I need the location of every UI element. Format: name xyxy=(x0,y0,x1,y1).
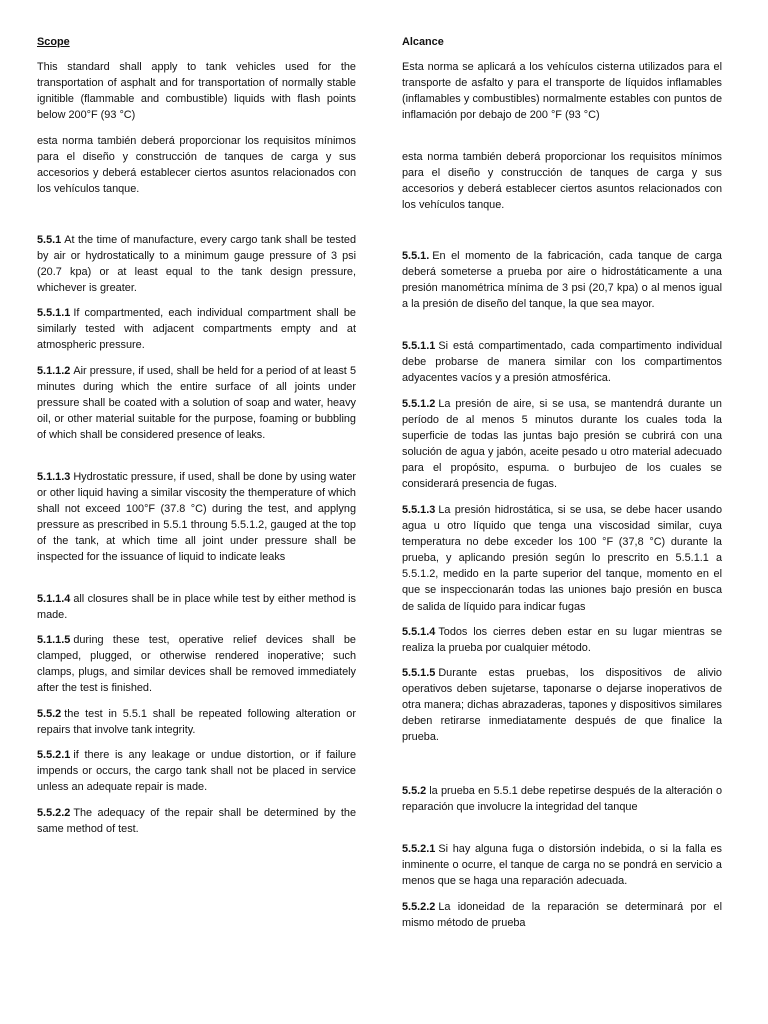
section-number: 5.5.2.1 xyxy=(37,749,71,761)
section-number: 5.5.1.1 xyxy=(402,340,436,352)
section-text: Si hay alguna fuga o distorsión indebida, o si la falla es inminente o ocurre, el tanque de carga no se pondrá en servicio a menos que se haga una reparación adecuada. xyxy=(402,843,722,888)
section-number: 5.5.2.1 xyxy=(402,843,436,855)
section-text: La presión de aire, si se usa, se mantendrá durante un período de al menos 5 minutos durante los cuales toda la superficie de todas las juntas bajo presión se cubrirá con una solución de agua y jabón, aceite pesado u otro material adecuado para el propósito, espuma. o burbujeo de los cuales se considerará presencia de fugas. xyxy=(402,398,722,491)
seccion-5-5-1-5 xyxy=(402,665,722,745)
section-text: Durante estas pruebas, los dispositivos de alivio operativos deben sujetarse, taponarse o dejarse inoperativos de otra manera; dichas abrazaderas, tapones y dispositivos similares deben retirarse inmediatamente después de que finalice la prueba. xyxy=(402,667,722,744)
section-text: At the time of manufacture, every cargo tank shall be tested by air or hydrostatically to a minimum gauge pressure of 3 psi (20.7 kpa) or at least equal to the tank design pressure, whichever is greater. xyxy=(37,234,356,295)
section-text: the test in 5.5.1 shall be repeated following alteration or repairs that involve tank integrity. xyxy=(37,708,356,737)
section-text: Todos los cierres deben estar en su lugar mientras se realiza la prueba por cualquier método. xyxy=(402,626,722,655)
section-number: 5.1.1.3 xyxy=(37,471,71,483)
section-text: la prueba en 5.5.1 debe repetirse después de la alteración o reparación que involucre la integridad del tanque xyxy=(402,785,722,814)
section-number: 5.5.1.3 xyxy=(402,504,436,516)
section-text: Si está compartimentado, cada compartimento individual debe probarse de manera similar con los compartimentos adyacentes vacíos y a presión atmosférica. xyxy=(402,340,722,385)
section-number: 5.5.1.5 xyxy=(402,667,436,679)
section-5-5-1-1 xyxy=(37,305,356,353)
section-number: 5.5.1.4 xyxy=(402,626,436,638)
section-5-1-1-2 xyxy=(37,363,356,443)
alcance-paragraph-1: Esta norma se aplicará a los vehículos cisterna utilizados para el transporte de asfalto y para el transporte de líquidos inflamables (inflamables y combustibles) normalmente estables con puntos de inflamación por debajo de 200 °F (93 °C) xyxy=(402,61,722,122)
section-text: En el momento de la fabricación, cada tanque de carga deberá someterse a prueba por aire o hidrostáticamente a una presión manométrica mínima de 3 psi (20,7 kpa) o al menos igual a la presión de diseño del tanque, la que sea mayor. xyxy=(402,250,722,311)
seccion-5-5-1-3 xyxy=(402,502,722,615)
section-number: 5.5.1.1 xyxy=(37,307,71,319)
section-text: during these test, operative relief devices shall be clamped, plugged, or otherwise rendered inoperative; such clamps, plugs, and similar devices shall be removed immediately after the test is finished. xyxy=(37,634,356,695)
section-text: If compartmented, each individual compartment shall be similarly tested with adjacent compartments empty and at atmospheric pressure. xyxy=(37,307,356,352)
section-5-5-2-2 xyxy=(37,805,356,837)
section-text: if there is any leakage or undue distortion, or if failure impends or occurs, the cargo tank shall not be placed in service unless an adequate repair is made. xyxy=(37,749,356,794)
section-number: 5.5.1 xyxy=(37,234,62,246)
seccion-5-5-2-1 xyxy=(402,841,722,889)
section-text: La presión hidrostática, si se usa, se debe hacer usando agua u otro líquido que tenga una viscosidad similar, cuya temperatura no debe exceder los 100 °F (37,8 °C) durante la prueba, y aplicando presión según lo prescrito en 5.5.1.1 a 5.5.1.2, medido en la parte superior del tanque, momento en el que se inspeccionarán todas las uniones bajo presión en busca de salida de líquido para indicar fugas xyxy=(402,504,722,613)
section-number: 5.1.1.5 xyxy=(37,634,71,646)
scope-heading: Scope xyxy=(37,36,70,48)
seccion-5-5-2 xyxy=(402,783,722,815)
section-5-1-1-5 xyxy=(37,632,356,696)
section-text: La idoneidad de la reparación se determinará por el mismo método de prueba xyxy=(402,901,722,930)
section-5-5-2-1 xyxy=(37,747,356,795)
section-number: 5.5.2.2 xyxy=(37,807,71,819)
section-5-1-1-3 xyxy=(37,469,356,566)
section-5-5-1 xyxy=(37,232,356,296)
section-text: Air pressure, if used, shall be held for a period of at least 5 minutes during which the entire surface of all joints under pressure shall be coated with a solution of soap and water, heavy oil, or other material suitable for the purpose, foaming or bubbling of which shall be considered presence of leaks. xyxy=(37,365,356,442)
section-number: 5.5.2 xyxy=(402,785,427,797)
scope-paragraph-1: This standard shall apply to tank vehicles used for the transportation of asphalt and for transportation of normally stable ignitible (flammable and combustible) liquids with flash points below 200°F (93 °C) xyxy=(37,61,356,122)
section-number: 5.1.1.2 xyxy=(37,365,71,377)
seccion-5-5-2-2 xyxy=(402,899,722,931)
section-number: 5.5.2.2 xyxy=(402,901,436,913)
section-number: 5.1.1.4 xyxy=(37,593,71,605)
section-text: all closures shall be in place while test by either method is made. xyxy=(37,593,356,622)
seccion-5-5-1-2 xyxy=(402,396,722,493)
scope-paragraph-2: esta norma también deberá proporcionar los requisitos mínimos para el diseño y construcción de tanques de carga y sus accesorios y deberá establecer ciertos asuntos relacionados con los vehículos tanque. xyxy=(37,135,356,196)
section-number: 5.5.2 xyxy=(37,708,62,720)
section-5-5-2 xyxy=(37,706,356,738)
section-number: 5.5.1.2 xyxy=(402,398,436,410)
seccion-5-5-1-1 xyxy=(402,338,722,386)
section-text: Hydrostatic pressure, if used, shall be done by using water or other liquid having a similar viscosity the themperature of which shall not exceed 100°F (37.8 °C) during the test, and applyng pressure as prescribed in 5.5.1 throung 5.5.1.2, gauged at the top of the tank, at which time all joint under pressure shall be inspected for the issuance of liquid to indicate leaks xyxy=(37,471,356,564)
seccion-5-5-1-4 xyxy=(402,624,722,656)
seccion-5-5-1 xyxy=(402,248,722,312)
alcance-heading: Alcance xyxy=(402,36,444,48)
section-number: 5.5.1. xyxy=(402,250,430,262)
section-text: The adequacy of the repair shall be determined by the same method of test. xyxy=(37,807,356,836)
section-5-1-1-4 xyxy=(37,591,356,623)
alcance-paragraph-2: esta norma también deberá proporcionar los requisitos mínimos para el diseño y construcción de tanques de carga y sus accesorios y deberá establecer ciertos asuntos relacionados con los vehículos tanque. xyxy=(402,151,722,212)
